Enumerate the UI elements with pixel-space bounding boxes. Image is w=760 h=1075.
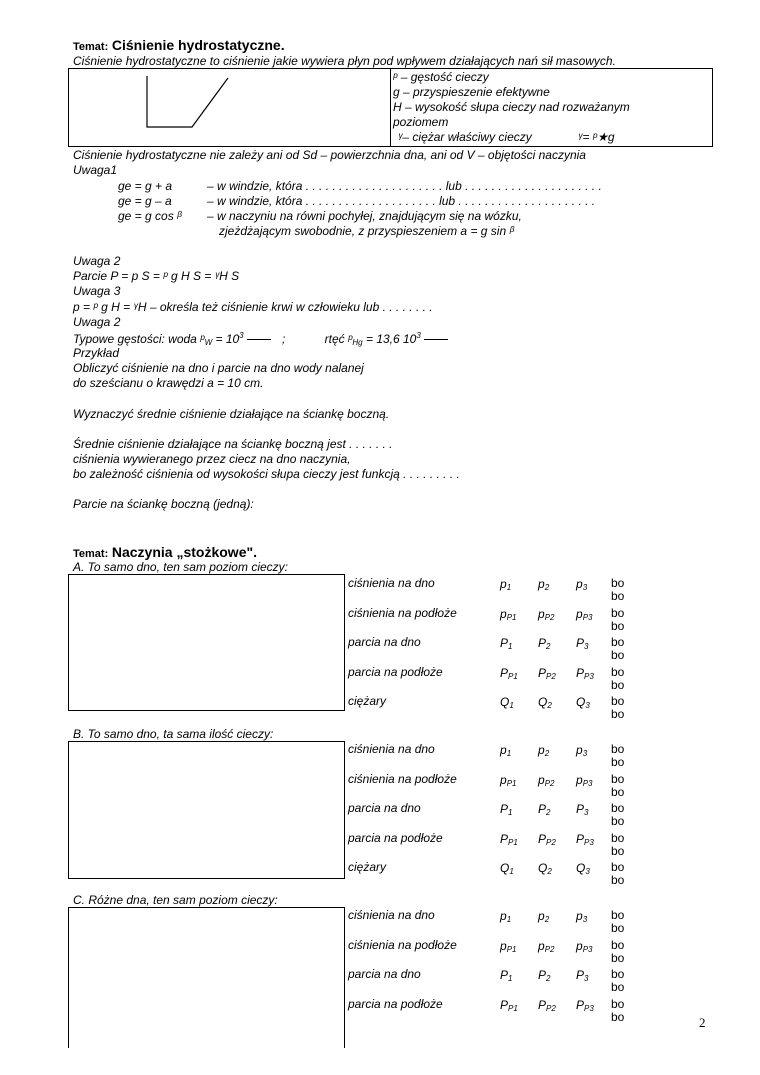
bo-label: bo — [611, 576, 625, 590]
bo-label: bo — [611, 921, 625, 935]
bo-label: bo — [611, 950, 625, 965]
quantity-symbol: $p_2$ — [538, 577, 550, 592]
independence-text: Ciśnienie hydrostatyczne nie zależy ani od Sd – powierzchnia dna, ani od V – objętości naczynia — [73, 148, 586, 162]
quantity-symbol: $p_{P2}$ — [538, 772, 555, 788]
quantity-symbol: $Q_3$ — [576, 695, 590, 710]
bo-label: bo — [611, 843, 625, 858]
quantity-symbol: $P_2$ — [538, 636, 551, 651]
quantity-symbol: $P_1$ — [500, 636, 513, 651]
drawing-box — [68, 907, 345, 1048]
uwaga2-label: Uwaga 2 — [73, 254, 121, 268]
quantity-symbol: $P_{P3}$ — [576, 831, 594, 847]
side-force-text: Parcie na ściankę boczną (jedną): — [73, 497, 254, 511]
example-line1: Obliczyć ciśnienie na dno i parcie na dno wody nalanej — [73, 361, 364, 375]
quantity-symbol: $Q_3$ — [576, 861, 590, 876]
side-wall-task: Wyznaczyć średnie ciśnienie działające na ściankę boczną. — [73, 407, 390, 421]
quantity-symbol: $P_3$ — [576, 802, 589, 817]
quantity-symbol: $P_{P2}$ — [538, 665, 556, 681]
row-label: parcia na dno — [348, 801, 421, 815]
quantity-symbol: $p_3$ — [576, 577, 588, 592]
bo-label: bo — [611, 605, 625, 620]
quantity-symbol: $P_2$ — [538, 968, 551, 983]
block-heading: A. To samo dno, ten sam poziom cieczy: — [73, 560, 288, 574]
bo-label: bo — [611, 996, 625, 1011]
block-heading: C. Różne dna, ten sam poziom cieczy: — [73, 893, 278, 907]
quantity-symbol: $Q_1$ — [500, 695, 514, 710]
quantity-symbol: $p_{P1}$ — [500, 772, 517, 788]
uwaga2b-label: Uwaga 2 — [73, 315, 121, 329]
vessel-sketch — [140, 74, 240, 134]
bo-label: bo — [611, 937, 625, 952]
quantity-symbol: $Q_1$ — [500, 861, 514, 876]
uwaga1-formula: ge = g – a — [118, 194, 172, 208]
row-label: ciśnienia na podłoże — [348, 605, 457, 620]
row-label: parcia na podłoże — [348, 996, 443, 1011]
quantity-symbol: $Q_2$ — [538, 861, 552, 876]
quantity-symbol: $P_{P3}$ — [576, 997, 594, 1013]
quantity-symbol: $p_1$ — [500, 577, 512, 592]
bo-label: bo — [611, 677, 625, 692]
quantity-symbol: $p_3$ — [576, 909, 588, 924]
row-label: ciśnienia na podłoże — [348, 937, 457, 952]
quantity-symbol: $P_{P1}$ — [500, 831, 518, 847]
quantity-symbol: $p_{P1}$ — [500, 938, 517, 954]
quantity-symbol: $p_{P3}$ — [576, 772, 593, 788]
legend-g: g – przyspieszenie efektywne — [393, 85, 550, 99]
bo-label: bo — [611, 860, 625, 874]
quantity-symbol: $P_{P3}$ — [576, 665, 594, 681]
fraction-bar — [247, 339, 271, 340]
legend-gamma: ᵞ– ciężar właściwy cieczy — [398, 130, 532, 144]
quantity-symbol: $P_1$ — [500, 968, 513, 983]
legend-divider — [390, 68, 391, 146]
row-label: parcia na dno — [348, 635, 421, 649]
bo-label: bo — [611, 755, 625, 769]
quantity-symbol: $P_{P1}$ — [500, 997, 518, 1013]
quantity-symbol: $P_{P2}$ — [538, 997, 556, 1013]
legend-h2: poziomem — [393, 115, 449, 129]
avg-pressure-line2: ciśnienia wywieranego przez ciecz na dno naczynia, — [73, 452, 351, 466]
uwaga1-continuation: zjeżdżającym swobodnie, z przyspieszeniem a = g sin ᵝ — [219, 224, 515, 238]
row-label: ciśnienia na dno — [348, 576, 435, 590]
uwaga3-label: Uwaga 3 — [73, 284, 121, 298]
uwaga1-text: – w windzie, która . . . . . . . . . . . . . . . . . . . . . lub . . . . . . . . . . . . . . . . . . . . . — [207, 179, 602, 193]
quantity-symbol: $p_{P1}$ — [500, 606, 517, 622]
row-label: ciśnienia na podłoże — [348, 771, 457, 786]
row-label: ciśnienia na dno — [348, 742, 435, 756]
bo-label: bo — [611, 1009, 625, 1024]
quantity-symbol: $P_1$ — [500, 802, 513, 817]
row-label: ciężary — [348, 860, 387, 874]
bo-label: bo — [611, 635, 625, 649]
avg-pressure-line1: Średnie ciśnienie działające na ściankę boczną jest . . . . . . . — [73, 437, 393, 451]
uwaga1-formula: ge = g cos ᵝ — [118, 209, 182, 223]
bo-label: bo — [611, 801, 625, 815]
row-label: parcia na podłoże — [348, 830, 443, 845]
bo-label: bo — [611, 830, 625, 845]
quantity-symbol: $P_{P2}$ — [538, 831, 556, 847]
bo-label: bo — [611, 664, 625, 679]
uwaga1-text: – w windzie, która . . . . . . . . . . . . . . . . . . . . lub . . . . . . . . . . . . . . . . . . . . . — [207, 194, 596, 208]
parcie-formula: Parcie P = p S = ᵖ g H S = ᵞH S — [73, 269, 240, 283]
bo-label: bo — [611, 707, 625, 721]
quantity-symbol: $p_{P2}$ — [538, 938, 555, 954]
quantity-symbol: $p_{P3}$ — [576, 938, 593, 954]
bo-label: bo — [611, 908, 625, 922]
quantity-symbol: $p_{P3}$ — [576, 606, 593, 622]
quantity-symbol: $P_2$ — [538, 802, 551, 817]
example-label: Przykład — [73, 346, 120, 360]
bo-label: bo — [611, 771, 625, 786]
bo-label: bo — [611, 967, 625, 981]
legend-rho: ᵖ – gęstość cieczy — [393, 70, 489, 84]
uwaga1-formula: ge = g + a — [118, 179, 173, 193]
row-label: parcia na dno — [348, 967, 421, 981]
section2-title: Temat: Naczynia „stożkowe". — [73, 544, 258, 560]
bo-label: bo — [611, 873, 625, 887]
quantity-symbol: $P_3$ — [576, 968, 589, 983]
bo-label: bo — [611, 589, 625, 603]
quantity-symbol: $P_{P1}$ — [500, 665, 518, 681]
uwaga1-label: Uwaga1 — [73, 163, 118, 177]
fraction-bar — [424, 339, 448, 340]
bo-label: bo — [611, 814, 625, 828]
block-heading: B. To samo dno, ta sama ilość cieczy: — [73, 727, 274, 741]
quantity-symbol: $p_2$ — [538, 909, 550, 924]
bo-label: bo — [611, 742, 625, 756]
uwaga1-text: – w naczyniu na równi pochyłej, znajdującym się na wózku, — [207, 209, 522, 223]
page-number: 2 — [699, 1015, 706, 1030]
bo-label: bo — [611, 980, 625, 994]
avg-pressure-line3: bo zależność ciśnienia od wysokości słupa cieczy jest funkcją . . . . . . . . . — [73, 467, 460, 481]
densities-line: Typowe gęstości: woda ᵖ$_W$ = $10^3$ ; rtęć ᵖ$_{Hg}$ = 13,6 $10^3$ — [73, 331, 448, 347]
row-label: parcia na podłoże — [348, 664, 443, 679]
quantity-symbol: $p_{P2}$ — [538, 606, 555, 622]
bo-label: bo — [611, 618, 625, 633]
row-label: ciśnienia na dno — [348, 908, 435, 922]
bo-label: bo — [611, 784, 625, 799]
quantity-symbol: $p_1$ — [500, 743, 512, 758]
drawing-box — [68, 574, 345, 711]
example-line2: do sześcianu o krawędzi a = 10 cm. — [73, 376, 264, 390]
blood-pressure-text: p = ᵖ g H = ᵞH – określa też ciśnienie krwi w człowieku lub . . . . . . . . — [73, 300, 433, 314]
legend-h1: H – wysokość słupa cieczy nad rozważanym — [393, 100, 630, 114]
section1-title: Temat: Ciśnienie hydrostatyczne. — [73, 37, 285, 53]
quantity-symbol: $p_1$ — [500, 909, 512, 924]
legend-gamma-formula: ᵞ= ᵖ★g — [578, 130, 615, 144]
bo-label: bo — [611, 648, 625, 662]
drawing-box — [68, 741, 345, 879]
definition-text: Ciśnienie hydrostatyczne to ciśnienie jakie wywiera płyn pod wpływem działających nań sił masowych. — [73, 54, 616, 68]
quantity-symbol: $Q_2$ — [538, 695, 552, 710]
row-label: ciężary — [348, 694, 387, 708]
bo-label: bo — [611, 694, 625, 708]
quantity-symbol: $P_3$ — [576, 636, 589, 651]
quantity-symbol: $p_3$ — [576, 743, 588, 758]
quantity-symbol: $p_2$ — [538, 743, 550, 758]
